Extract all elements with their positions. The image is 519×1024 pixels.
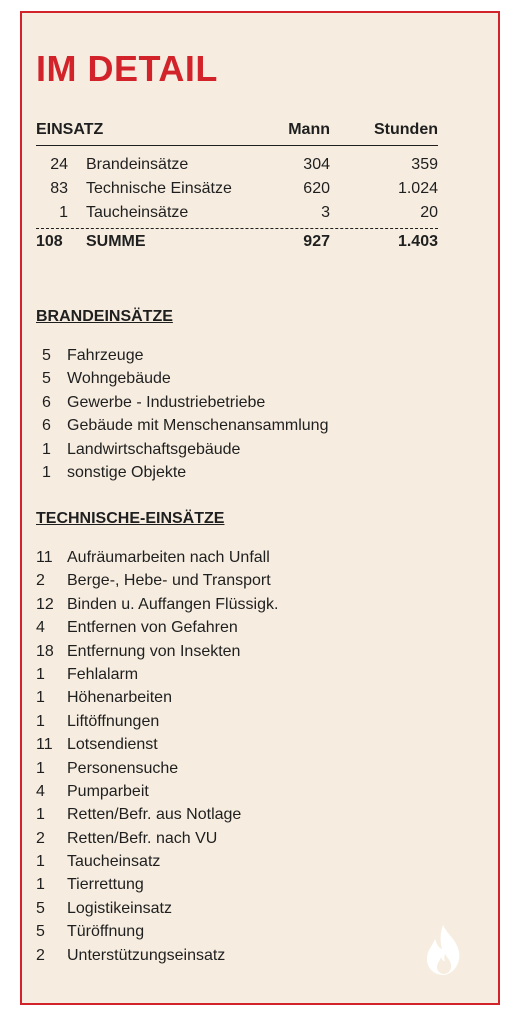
list-item xyxy=(36,757,278,780)
flame-icon xyxy=(421,924,467,976)
list-item xyxy=(36,920,278,943)
list-item xyxy=(36,640,278,663)
summary-row xyxy=(36,177,438,201)
item-label: Lotsendienst xyxy=(67,736,158,754)
summary-row xyxy=(36,201,438,225)
item-count: 12 xyxy=(36,595,54,613)
header-stunden: Stunden xyxy=(374,121,438,138)
row-mann: 304 xyxy=(303,156,330,173)
page-title: IM DETAIL xyxy=(36,48,218,89)
item-count: 5 xyxy=(36,899,45,917)
header-einsatz: EINSATZ xyxy=(36,121,104,138)
section-title-brand: BRANDEINSÄTZE xyxy=(36,308,173,325)
row-count: 1 xyxy=(59,204,68,221)
item-label: Tierrettung xyxy=(67,876,144,894)
list-item xyxy=(36,391,328,414)
item-count: 11 xyxy=(36,549,53,566)
item-label: Fehlalarm xyxy=(67,665,139,683)
item-label: Berge-, Hebe- und Transport xyxy=(67,572,271,590)
list-item xyxy=(36,569,278,592)
item-count: 1 xyxy=(36,759,45,777)
item-count: 1 xyxy=(36,853,45,871)
row-stunden: 1.024 xyxy=(397,180,438,197)
summary-header xyxy=(36,118,438,142)
row-label: Brandeinsätze xyxy=(86,156,189,173)
total-mann: 927 xyxy=(303,233,330,250)
item-label: Aufräumarbeiten nach Unfall xyxy=(67,549,270,566)
header-mann: Mann xyxy=(288,121,330,138)
total-stunden: 1.403 xyxy=(397,233,438,250)
item-label: Pumparbeit xyxy=(67,782,149,800)
list-item xyxy=(36,897,278,920)
item-count: 5 xyxy=(36,923,45,941)
section-title-technisch: TECHNISCHE-EINSÄTZE xyxy=(36,510,225,527)
item-label: sonstige Objekte xyxy=(67,463,187,481)
row-mann: 3 xyxy=(321,204,330,221)
list-item xyxy=(36,546,278,569)
item-label: Gewerbe - Industriebetriebe xyxy=(67,393,266,411)
row-mann: 620 xyxy=(303,180,330,197)
item-count: 1 xyxy=(42,463,51,481)
item-count: 11 xyxy=(36,736,53,754)
header-divider xyxy=(36,145,438,146)
item-count: 2 xyxy=(36,829,45,847)
list-item xyxy=(36,686,278,709)
brand-list xyxy=(36,344,328,484)
list-item xyxy=(36,873,278,896)
total-divider xyxy=(36,228,438,229)
list-item xyxy=(36,414,328,437)
list-item xyxy=(36,461,328,484)
item-label: Entfernung von Insekten xyxy=(67,642,241,660)
item-label: Landwirtschaftsgebäude xyxy=(67,440,241,458)
row-count: 24 xyxy=(50,156,68,173)
item-count: 2 xyxy=(36,572,45,590)
item-count: 5 xyxy=(42,347,51,364)
item-count: 1 xyxy=(42,440,51,458)
item-count: 1 xyxy=(36,665,45,683)
item-count: 1 xyxy=(36,712,45,730)
item-label: Logistikeinsatz xyxy=(67,899,172,917)
item-count: 6 xyxy=(42,417,51,435)
item-count: 1 xyxy=(36,876,45,894)
item-count: 1 xyxy=(36,806,45,824)
item-label: Retten/Befr. nach VU xyxy=(67,829,218,847)
summary-total-row xyxy=(36,230,438,254)
list-item xyxy=(36,803,278,826)
item-count: 2 xyxy=(36,946,45,964)
item-label: Fahrzeuge xyxy=(67,347,144,364)
list-item xyxy=(36,616,278,639)
item-count: 4 xyxy=(36,782,45,800)
item-count: 5 xyxy=(42,370,51,388)
row-count: 83 xyxy=(50,180,68,197)
list-item xyxy=(36,593,278,616)
item-count: 6 xyxy=(42,393,51,411)
summary-table xyxy=(36,118,438,254)
item-label: Taucheinsatz xyxy=(67,853,161,871)
list-item xyxy=(36,944,278,967)
row-label: Technische Einsätze xyxy=(86,180,232,197)
item-label: Entfernen von Gefahren xyxy=(67,619,238,637)
item-count: 18 xyxy=(36,642,54,660)
row-stunden: 359 xyxy=(411,156,438,173)
list-item xyxy=(36,827,278,850)
item-label: Personensuche xyxy=(67,759,179,777)
list-item xyxy=(36,733,278,756)
list-item xyxy=(36,367,328,390)
item-label: Retten/Befr. aus Notlage xyxy=(67,806,242,824)
list-item xyxy=(36,710,278,733)
item-count: 1 xyxy=(36,689,45,707)
summary-row xyxy=(36,153,438,177)
item-label: Gebäude mit Menschenansammlung xyxy=(67,417,329,435)
item-label: Binden u. Auffangen Flüssigk. xyxy=(67,595,279,613)
total-label: SUMME xyxy=(86,233,146,250)
row-stunden: 20 xyxy=(420,204,438,221)
item-label: Wohngebäude xyxy=(67,370,171,388)
item-label: Unterstützungseinsatz xyxy=(67,946,226,964)
item-count: 4 xyxy=(36,619,45,637)
list-item xyxy=(36,663,278,686)
item-label: Türöffnung xyxy=(67,923,145,941)
total-count: 108 xyxy=(36,233,63,250)
list-item xyxy=(36,344,328,367)
item-label: Höhenarbeiten xyxy=(67,689,172,707)
technisch-list xyxy=(36,546,278,967)
list-item xyxy=(36,850,278,873)
list-item xyxy=(36,438,328,461)
list-item xyxy=(36,780,278,803)
item-label: Liftöffnungen xyxy=(67,712,160,730)
row-label: Taucheinsätze xyxy=(86,204,189,221)
